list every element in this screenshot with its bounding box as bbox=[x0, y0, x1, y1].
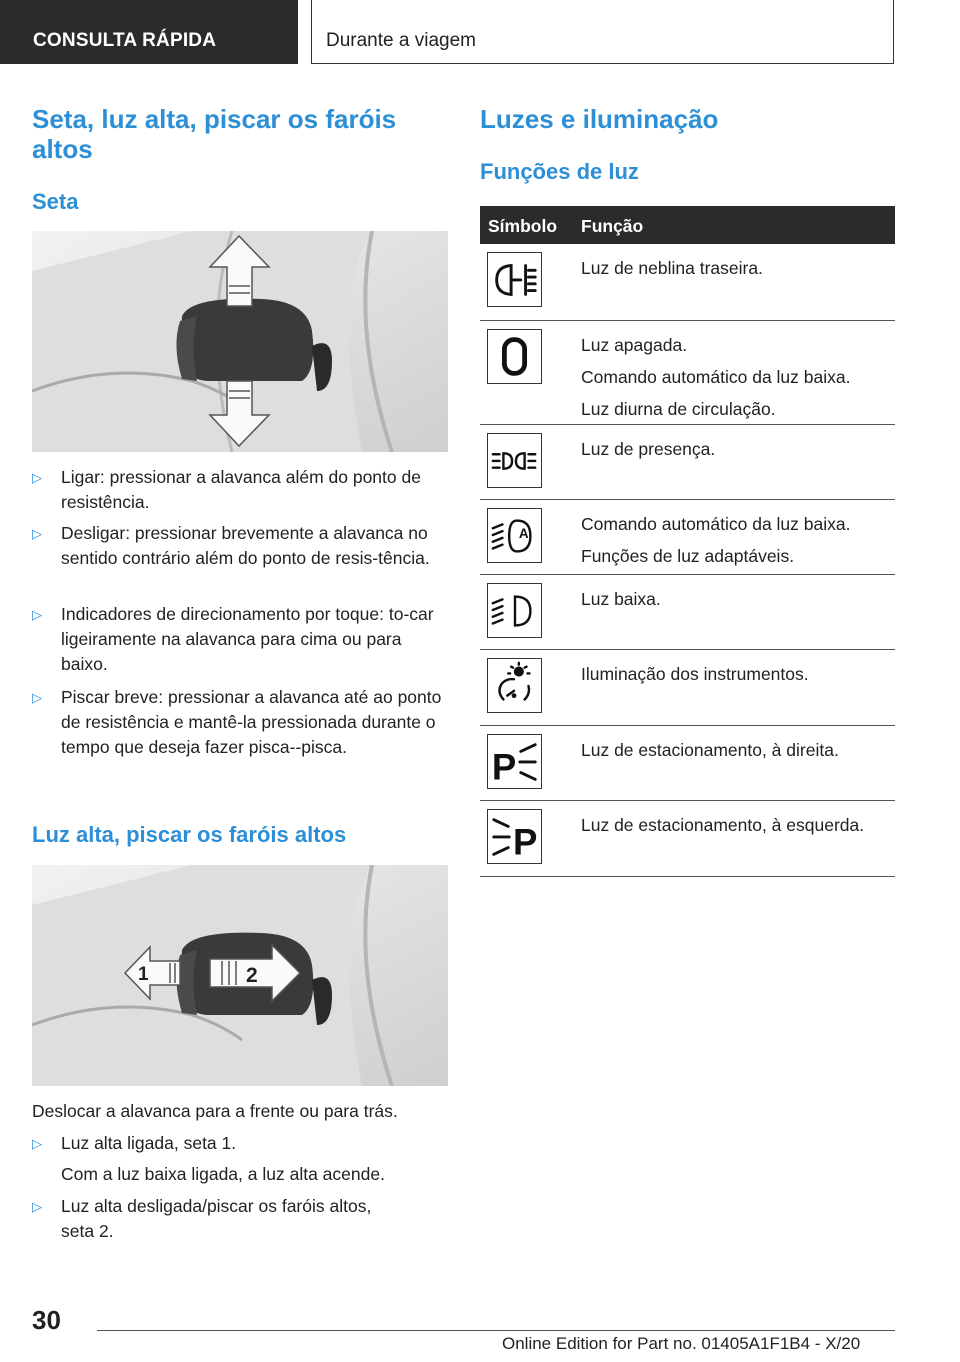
section-title-line2: altos bbox=[32, 134, 93, 164]
chapter-label: Durante a viagem bbox=[326, 30, 476, 51]
function-text: Luz apagada. Comando automático da luz baixa. Luz diurna de circulação. bbox=[581, 335, 851, 419]
bullet-triangle-icon: ▷ bbox=[32, 1136, 42, 1151]
table-row bbox=[480, 425, 895, 500]
section-title-line1: Seta, luz alta, piscar os faróis bbox=[32, 104, 397, 134]
subheading-seta: Seta bbox=[32, 189, 79, 214]
subheading-luz-alta: Luz alta, piscar os faróis altos bbox=[32, 822, 347, 847]
bullet-triangle-icon: ▷ bbox=[32, 470, 42, 485]
svg-text:P: P bbox=[513, 821, 538, 863]
column-header-symbol: Símbolo bbox=[488, 216, 558, 236]
right-subheading: Funções de luz bbox=[480, 159, 639, 184]
function-text: Luz de neblina traseira. bbox=[581, 258, 763, 278]
chapter-tab[interactable] bbox=[311, 0, 894, 64]
function-text: Luz de estacionamento, à esquerda. bbox=[581, 815, 865, 835]
parking-light-right-icon bbox=[487, 734, 542, 789]
bullet-note: Com a luz baixa ligada, a luz alta acende. bbox=[61, 1164, 385, 1184]
list-item: ▷ Luz alta ligada, seta 1. bbox=[32, 1131, 452, 1156]
list-item: ▷ Piscar breve: pressionar a alavanca até ao ponto de resistência e mantê-la pressionada durante o tempo que deseja fazer pisca--pisca. bbox=[32, 687, 442, 757]
table-row bbox=[480, 650, 895, 726]
edition-info: Online Edition for Part no. 01405A1F1B4 - X/20 bbox=[502, 1334, 861, 1353]
low-beam-icon bbox=[487, 583, 542, 638]
turn-signal-lever-image bbox=[32, 231, 448, 452]
svg-text:P: P bbox=[491, 746, 517, 788]
high-beam-lever-image bbox=[32, 865, 448, 1086]
function-text: Luz de estacionamento, à direita. bbox=[581, 740, 839, 760]
arrow-label-2: 2 bbox=[246, 964, 258, 987]
bullet-triangle-icon: ▷ bbox=[32, 607, 42, 622]
rear-fog-light-icon bbox=[487, 252, 542, 307]
table-row bbox=[480, 500, 895, 575]
section-title bbox=[32, 104, 452, 164]
instrument-lighting-icon bbox=[487, 658, 542, 713]
table-row bbox=[480, 801, 895, 877]
list-item: ▷ Ligar: pressionar a alavanca além do ponto de resistência. bbox=[32, 467, 421, 512]
section-label: CONSULTA RÁPIDA bbox=[33, 30, 217, 51]
function-text: Comando automático da luz baixa. Funções de luz adaptáveis. bbox=[581, 514, 851, 566]
table-row bbox=[480, 321, 895, 425]
bullet-triangle-icon: ▷ bbox=[32, 526, 42, 541]
bullet-triangle-icon: ▷ bbox=[32, 690, 42, 705]
arrow-label-1: 1 bbox=[138, 964, 149, 985]
section-tab[interactable] bbox=[0, 0, 298, 64]
function-text: Luz de presença. bbox=[581, 439, 716, 459]
function-text: Luz baixa. bbox=[581, 589, 661, 609]
table-row bbox=[480, 244, 895, 321]
lights-off-icon bbox=[487, 329, 542, 384]
page-number: 30 bbox=[32, 1305, 61, 1335]
list-item: ▷ Indicadores de direcionamento por toque: to-car ligeiramente na alavanca para cima ou para baixo. bbox=[32, 604, 434, 674]
auto-headlight-icon bbox=[487, 508, 542, 563]
column-header-function: Função bbox=[581, 216, 644, 236]
body-text: Deslocar a alavanca para a frente ou para trás. bbox=[32, 1101, 398, 1121]
footer-divider bbox=[97, 1330, 895, 1331]
right-section-title: Luzes e iluminação bbox=[480, 104, 719, 134]
function-text: Iluminação dos instrumentos. bbox=[581, 664, 809, 684]
table-row bbox=[480, 726, 895, 801]
parking-lights-icon bbox=[487, 433, 542, 488]
svg-text:A: A bbox=[518, 525, 529, 541]
table-header bbox=[480, 206, 895, 244]
bullet-triangle-icon: ▷ bbox=[32, 1199, 42, 1214]
list-item: ▷ Luz alta desligada/piscar os faróis altos, seta 2. bbox=[32, 1196, 372, 1241]
parking-light-left-icon bbox=[487, 809, 542, 864]
list-item: ▷ Desligar: pressionar brevemente a alavanca no sentido contrário além do ponto de resis-tência. bbox=[32, 523, 430, 568]
table-row bbox=[480, 575, 895, 650]
